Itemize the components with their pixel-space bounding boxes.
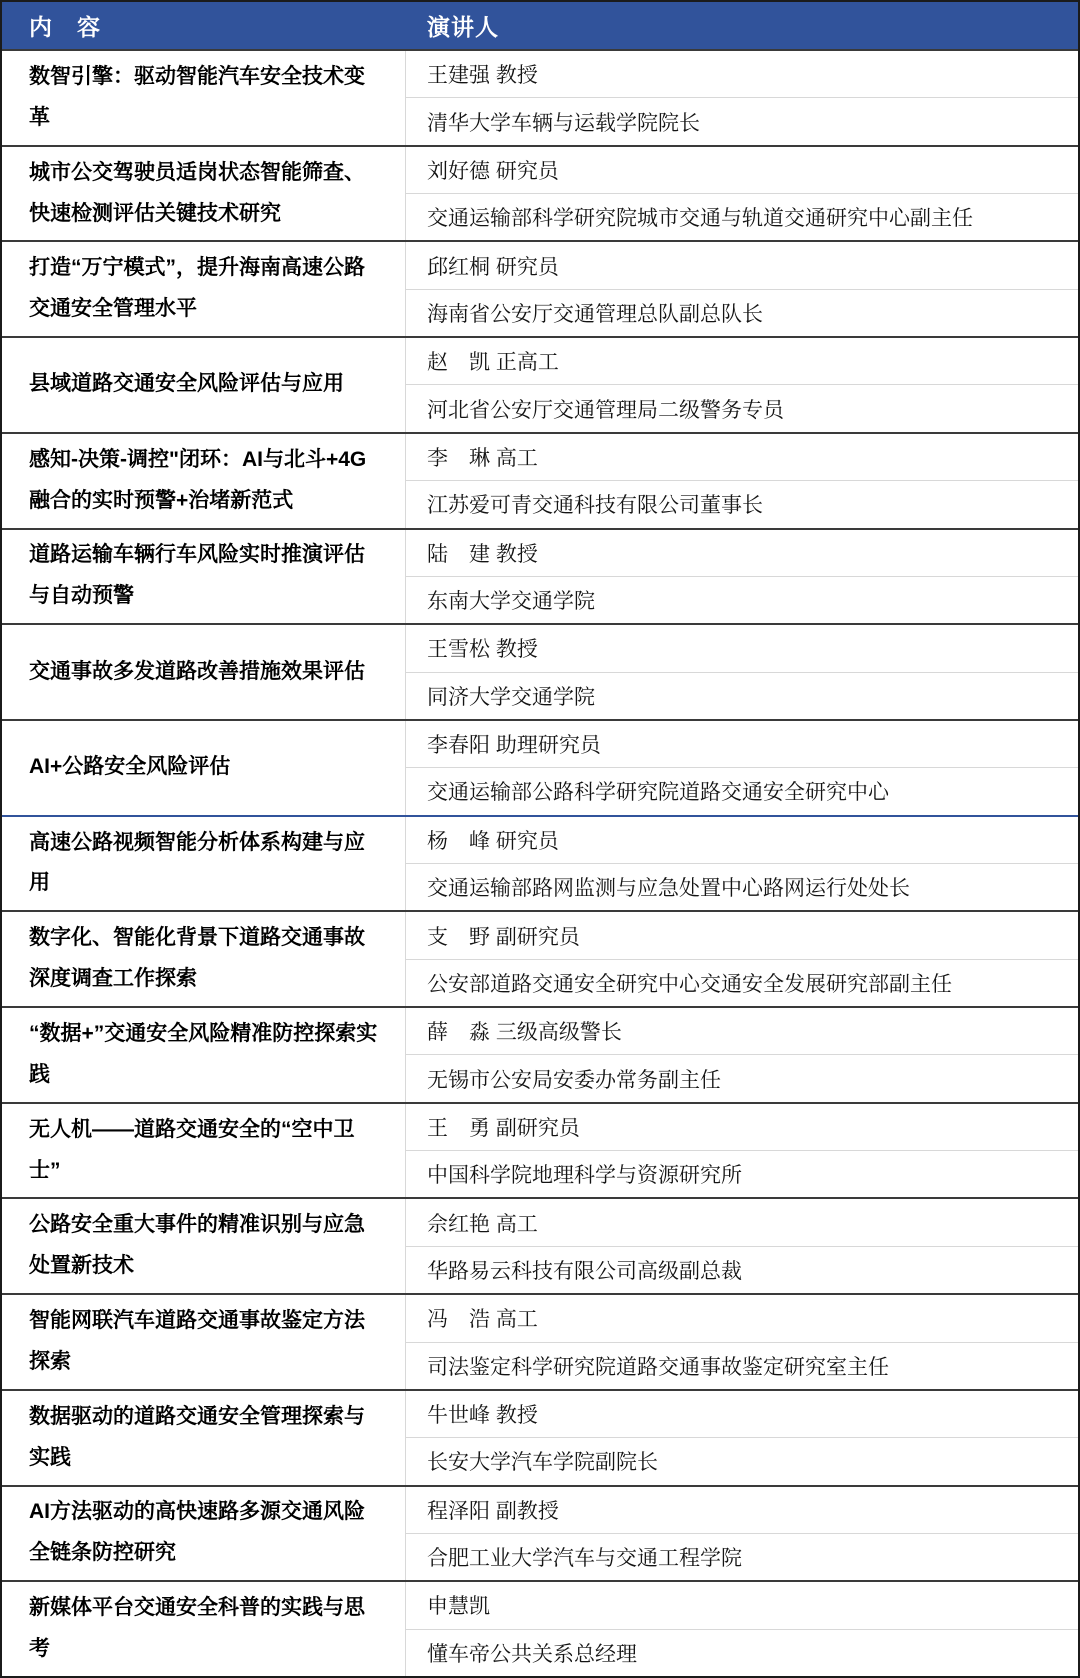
speaker-name: 王建强 教授 <box>427 64 538 88</box>
table-row <box>2 719 1078 815</box>
table-row <box>2 815 1078 911</box>
speaker-affiliation: 华路易云科技有限公司高级副总裁 <box>406 1246 1078 1293</box>
topic-cell: 智能网联汽车道路交通事故鉴定方法探索 <box>2 1295 406 1389</box>
speaker-cell <box>406 1104 1078 1198</box>
table-row <box>2 1293 1078 1389</box>
speaker-name: 王雪松 教授 <box>427 638 538 662</box>
speaker-cell <box>406 51 1078 145</box>
speaker-cell <box>406 1295 1078 1389</box>
table-row <box>2 623 1078 719</box>
table-row <box>2 336 1078 432</box>
speaker-name: 冯 浩 高工 <box>427 1308 538 1332</box>
table-row <box>2 910 1078 1006</box>
table-body <box>2 49 1078 1676</box>
speaker-cell <box>406 1199 1078 1293</box>
speaker-cell <box>406 1008 1078 1102</box>
speaker-cell <box>406 721 1078 815</box>
speaker-affiliation: 懂车帝公共关系总经理 <box>406 1629 1078 1676</box>
speaker-cell <box>406 817 1078 911</box>
speaker-cell <box>406 1391 1078 1485</box>
speaker-affiliation: 东南大学交通学院 <box>406 576 1078 623</box>
speaker-name: 李春阳 助理研究员 <box>427 734 601 758</box>
speaker-name: 牛世峰 教授 <box>427 1404 538 1428</box>
speaker-affiliation: 司法鉴定科学研究院道路交通事故鉴定研究室主任 <box>406 1342 1078 1389</box>
speaker-affiliation: 交通运输部公路科学研究院道路交通安全研究中心 <box>406 767 1078 814</box>
speaker-name: 王 勇 副研究员 <box>427 1116 580 1140</box>
topic-cell: 县域道路交通安全风险评估与应用 <box>2 338 406 432</box>
speaker-name: 赵 凯 正高工 <box>427 351 559 375</box>
speaker-cell <box>406 625 1078 719</box>
topic-cell: AI方法驱动的高快速路多源交通风险全链条防控研究 <box>2 1487 406 1581</box>
topic-cell: 城市公交驾驶员适岗状态智能筛查、快速检测评估关键技术研究 <box>2 147 406 241</box>
speaker-cell <box>406 434 1078 528</box>
speaker-affiliation: 海南省公安厅交通管理总队副总队长 <box>406 289 1078 336</box>
speaker-name: 李 琳 高工 <box>427 446 538 470</box>
speaker-cell <box>406 338 1078 432</box>
table-row <box>2 1006 1078 1102</box>
topic-cell: AI+公路安全风险评估 <box>2 721 406 815</box>
speaker-name: 邱红桐 研究员 <box>427 255 559 279</box>
speaker-affiliation: 无锡市公安局安委办常务副主任 <box>406 1054 1078 1101</box>
topic-cell: 高速公路视频智能分析体系构建与应用 <box>2 817 406 911</box>
speaker-affiliation: 长安大学汽车学院副院长 <box>406 1437 1078 1484</box>
table-row <box>2 240 1078 336</box>
speaker-affiliation: 同济大学交通学院 <box>406 672 1078 719</box>
speaker-cell <box>406 242 1078 336</box>
speaker-cell <box>406 147 1078 241</box>
speaker-affiliation: 合肥工业大学汽车与交通工程学院 <box>406 1533 1078 1580</box>
topic-cell: “数据+”交通安全风险精准防控探索实践 <box>2 1008 406 1102</box>
speaker-cell <box>406 1582 1078 1676</box>
speaker-cell <box>406 530 1078 624</box>
topic-cell: 数字化、智能化背景下道路交通事故深度调查工作探索 <box>2 912 406 1006</box>
table-row <box>2 432 1078 528</box>
table-row <box>2 1102 1078 1198</box>
speaker-name: 支 野 副研究员 <box>427 925 580 949</box>
speaker-affiliation: 清华大学车辆与运载学院院长 <box>406 97 1078 144</box>
speaker-affiliation: 交通运输部科学研究院城市交通与轨道交通研究中心副主任 <box>406 193 1078 240</box>
speaker-cell <box>406 1487 1078 1581</box>
table-row <box>2 1485 1078 1581</box>
speaker-cell <box>406 912 1078 1006</box>
table-row <box>2 145 1078 241</box>
table-row <box>2 528 1078 624</box>
speaker-name: 程泽阳 副教授 <box>427 1499 559 1523</box>
column-header-content: 内 容 <box>29 14 101 40</box>
table-row <box>2 1389 1078 1485</box>
speaker-name: 刘好德 研究员 <box>427 159 559 183</box>
topic-cell: 感知-决策-调控"闭环：AI与北斗+4G融合的实时预警+治堵新范式 <box>2 434 406 528</box>
topic-cell: 数智引擎：驱动智能汽车安全技术变革 <box>2 51 406 145</box>
table-row <box>2 49 1078 145</box>
table-header-row <box>2 2 1078 49</box>
topic-cell: 新媒体平台交通安全科普的实践与思考 <box>2 1582 406 1676</box>
table-row <box>2 1197 1078 1293</box>
topic-cell: 交通事故多发道路改善措施效果评估 <box>2 625 406 719</box>
topic-cell: 公路安全重大事件的精准识别与应急处置新技术 <box>2 1199 406 1293</box>
speaker-affiliation: 江苏爱可青交通科技有限公司董事长 <box>406 480 1078 527</box>
topic-cell: 数据驱动的道路交通安全管理探索与实践 <box>2 1391 406 1485</box>
speaker-affiliation: 河北省公安厅交通管理局二级警务专员 <box>406 384 1078 431</box>
column-header-speaker: 演讲人 <box>427 14 499 40</box>
speaker-affiliation: 交通运输部路网监测与应急处置中心路网运行处处长 <box>406 863 1078 910</box>
speaker-name: 佘红艳 高工 <box>427 1212 538 1236</box>
speaker-affiliation: 中国科学院地理科学与资源研究所 <box>406 1150 1078 1197</box>
speaker-affiliation: 公安部道路交通安全研究中心交通安全发展研究部副主任 <box>406 959 1078 1006</box>
speaker-name: 杨 峰 研究员 <box>427 829 559 853</box>
speaker-name: 申慧凯 <box>427 1595 490 1619</box>
speaker-name: 陆 建 教授 <box>427 542 538 566</box>
table-row <box>2 1580 1078 1676</box>
topic-cell: 无人机——道路交通安全的“空中卫士” <box>2 1104 406 1198</box>
speaker-name: 薛 淼 三级高级警长 <box>427 1021 622 1045</box>
topic-cell: 打造“万宁模式”，提升海南高速公路交通安全管理水平 <box>2 242 406 336</box>
topic-cell: 道路运输车辆行车风险实时推演评估与自动预警 <box>2 530 406 624</box>
